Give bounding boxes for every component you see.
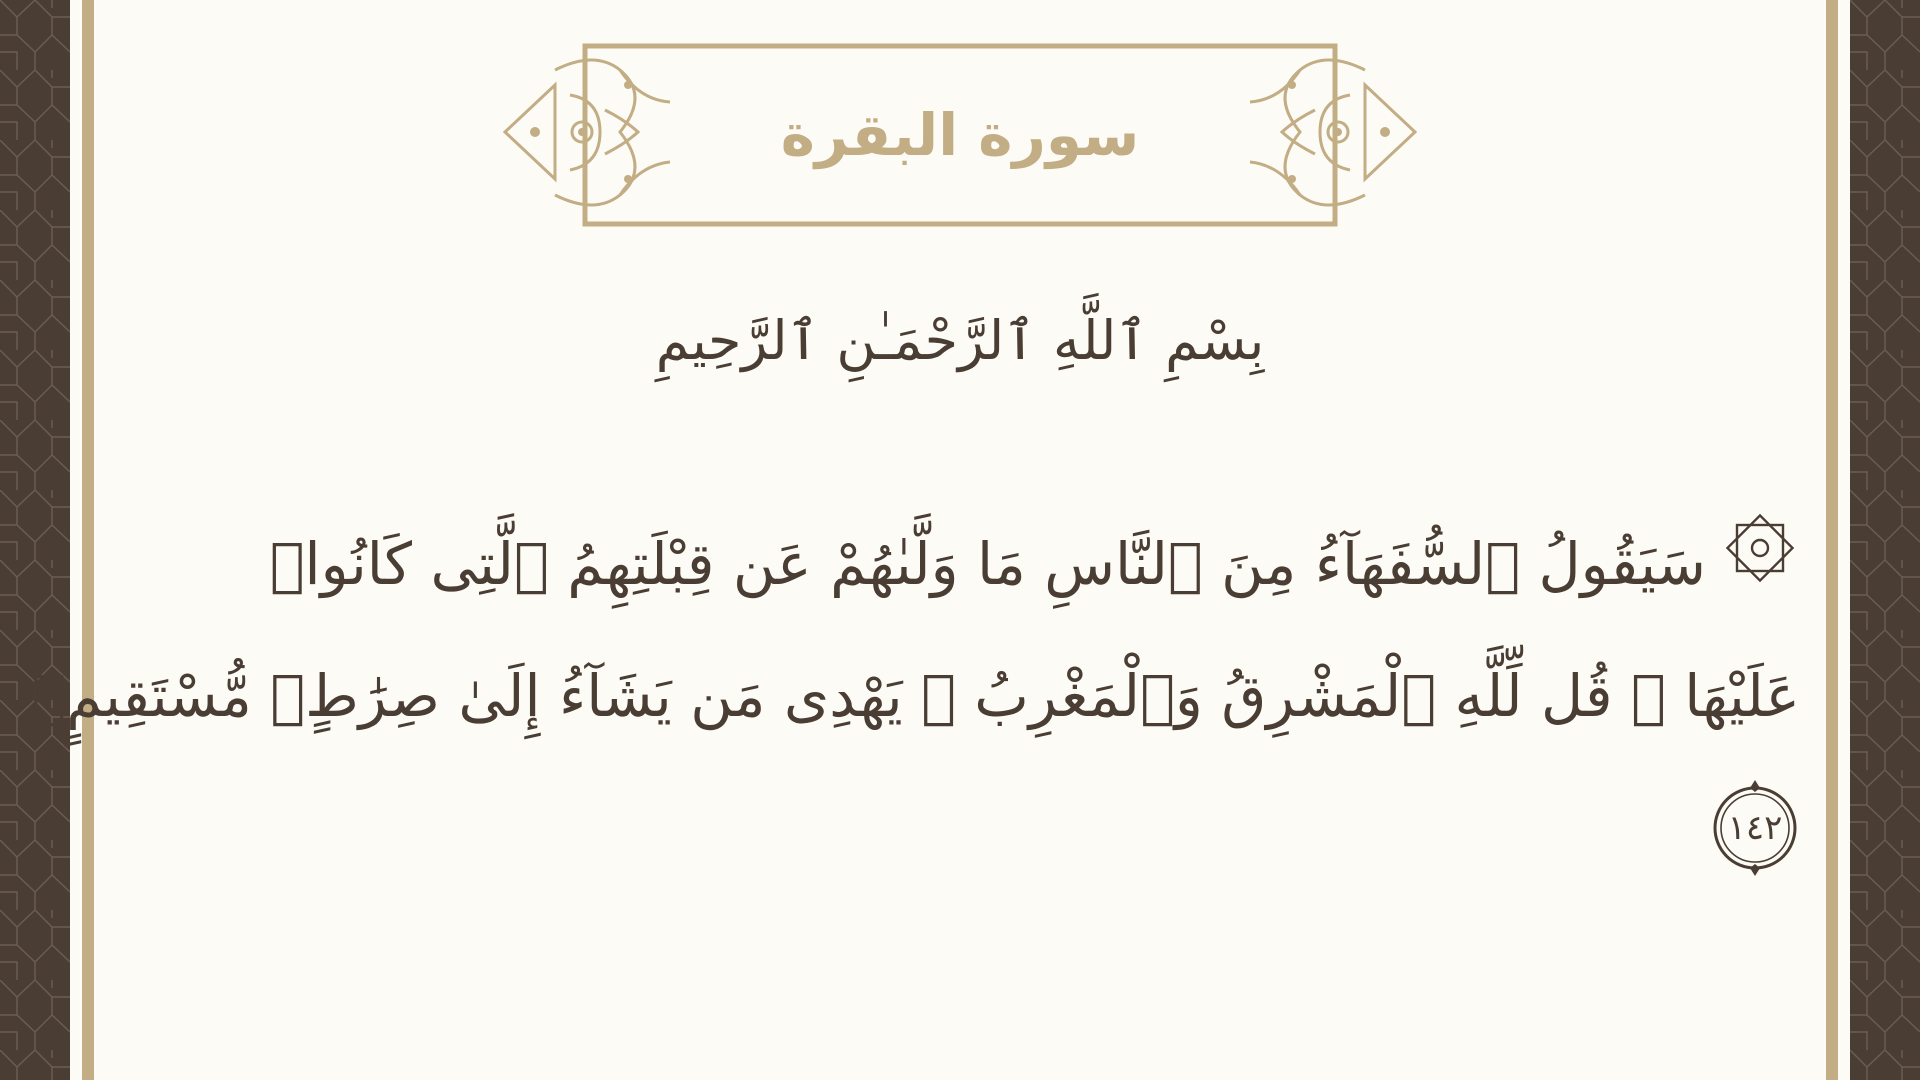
verse-line-1-text: سَيَقُولُ ٱلسُّفَهَآءُ مِنَ ٱلنَّاسِ مَا وَلَّىٰهُمْ عَن قِبْلَتِهِمُ ٱلَّتِى كَانُوا۟	[269, 530, 1706, 598]
verse-text	[31, 500, 1800, 888]
ayah-number: ١٤٢	[1727, 807, 1783, 848]
verse-line-3	[130, 760, 1800, 888]
basmala: بِسْمِ ٱللَّهِ ٱلرَّحْمَـٰنِ ٱلرَّحِيمِ	[655, 308, 1265, 372]
ayah-end-marker	[1710, 780, 1800, 876]
left-gold-rule	[82, 0, 94, 1080]
rub-el-hizb-icon	[1720, 504, 1800, 632]
verse-line-1	[130, 500, 1800, 632]
right-gold-rule	[1826, 0, 1838, 1080]
left-border-gap	[70, 0, 82, 1080]
surah-title: سورة البقرة	[780, 101, 1140, 169]
verse-line-2: عَلَيْهَا ۚ قُل لِّلَّهِ ٱلْمَشْرِقُ وَٱلْمَغْرِبُ ۚ يَهْدِى مَن يَشَآءُ إِلَىٰ صِرَٰطٍۢ مُّسْتَقِيمٍۢ	[31, 661, 1800, 730]
left-ornamental-border	[0, 0, 70, 1080]
surah-header-cartouche	[500, 40, 1420, 230]
right-ornamental-border	[1850, 0, 1920, 1080]
right-border-gap	[1838, 0, 1850, 1080]
